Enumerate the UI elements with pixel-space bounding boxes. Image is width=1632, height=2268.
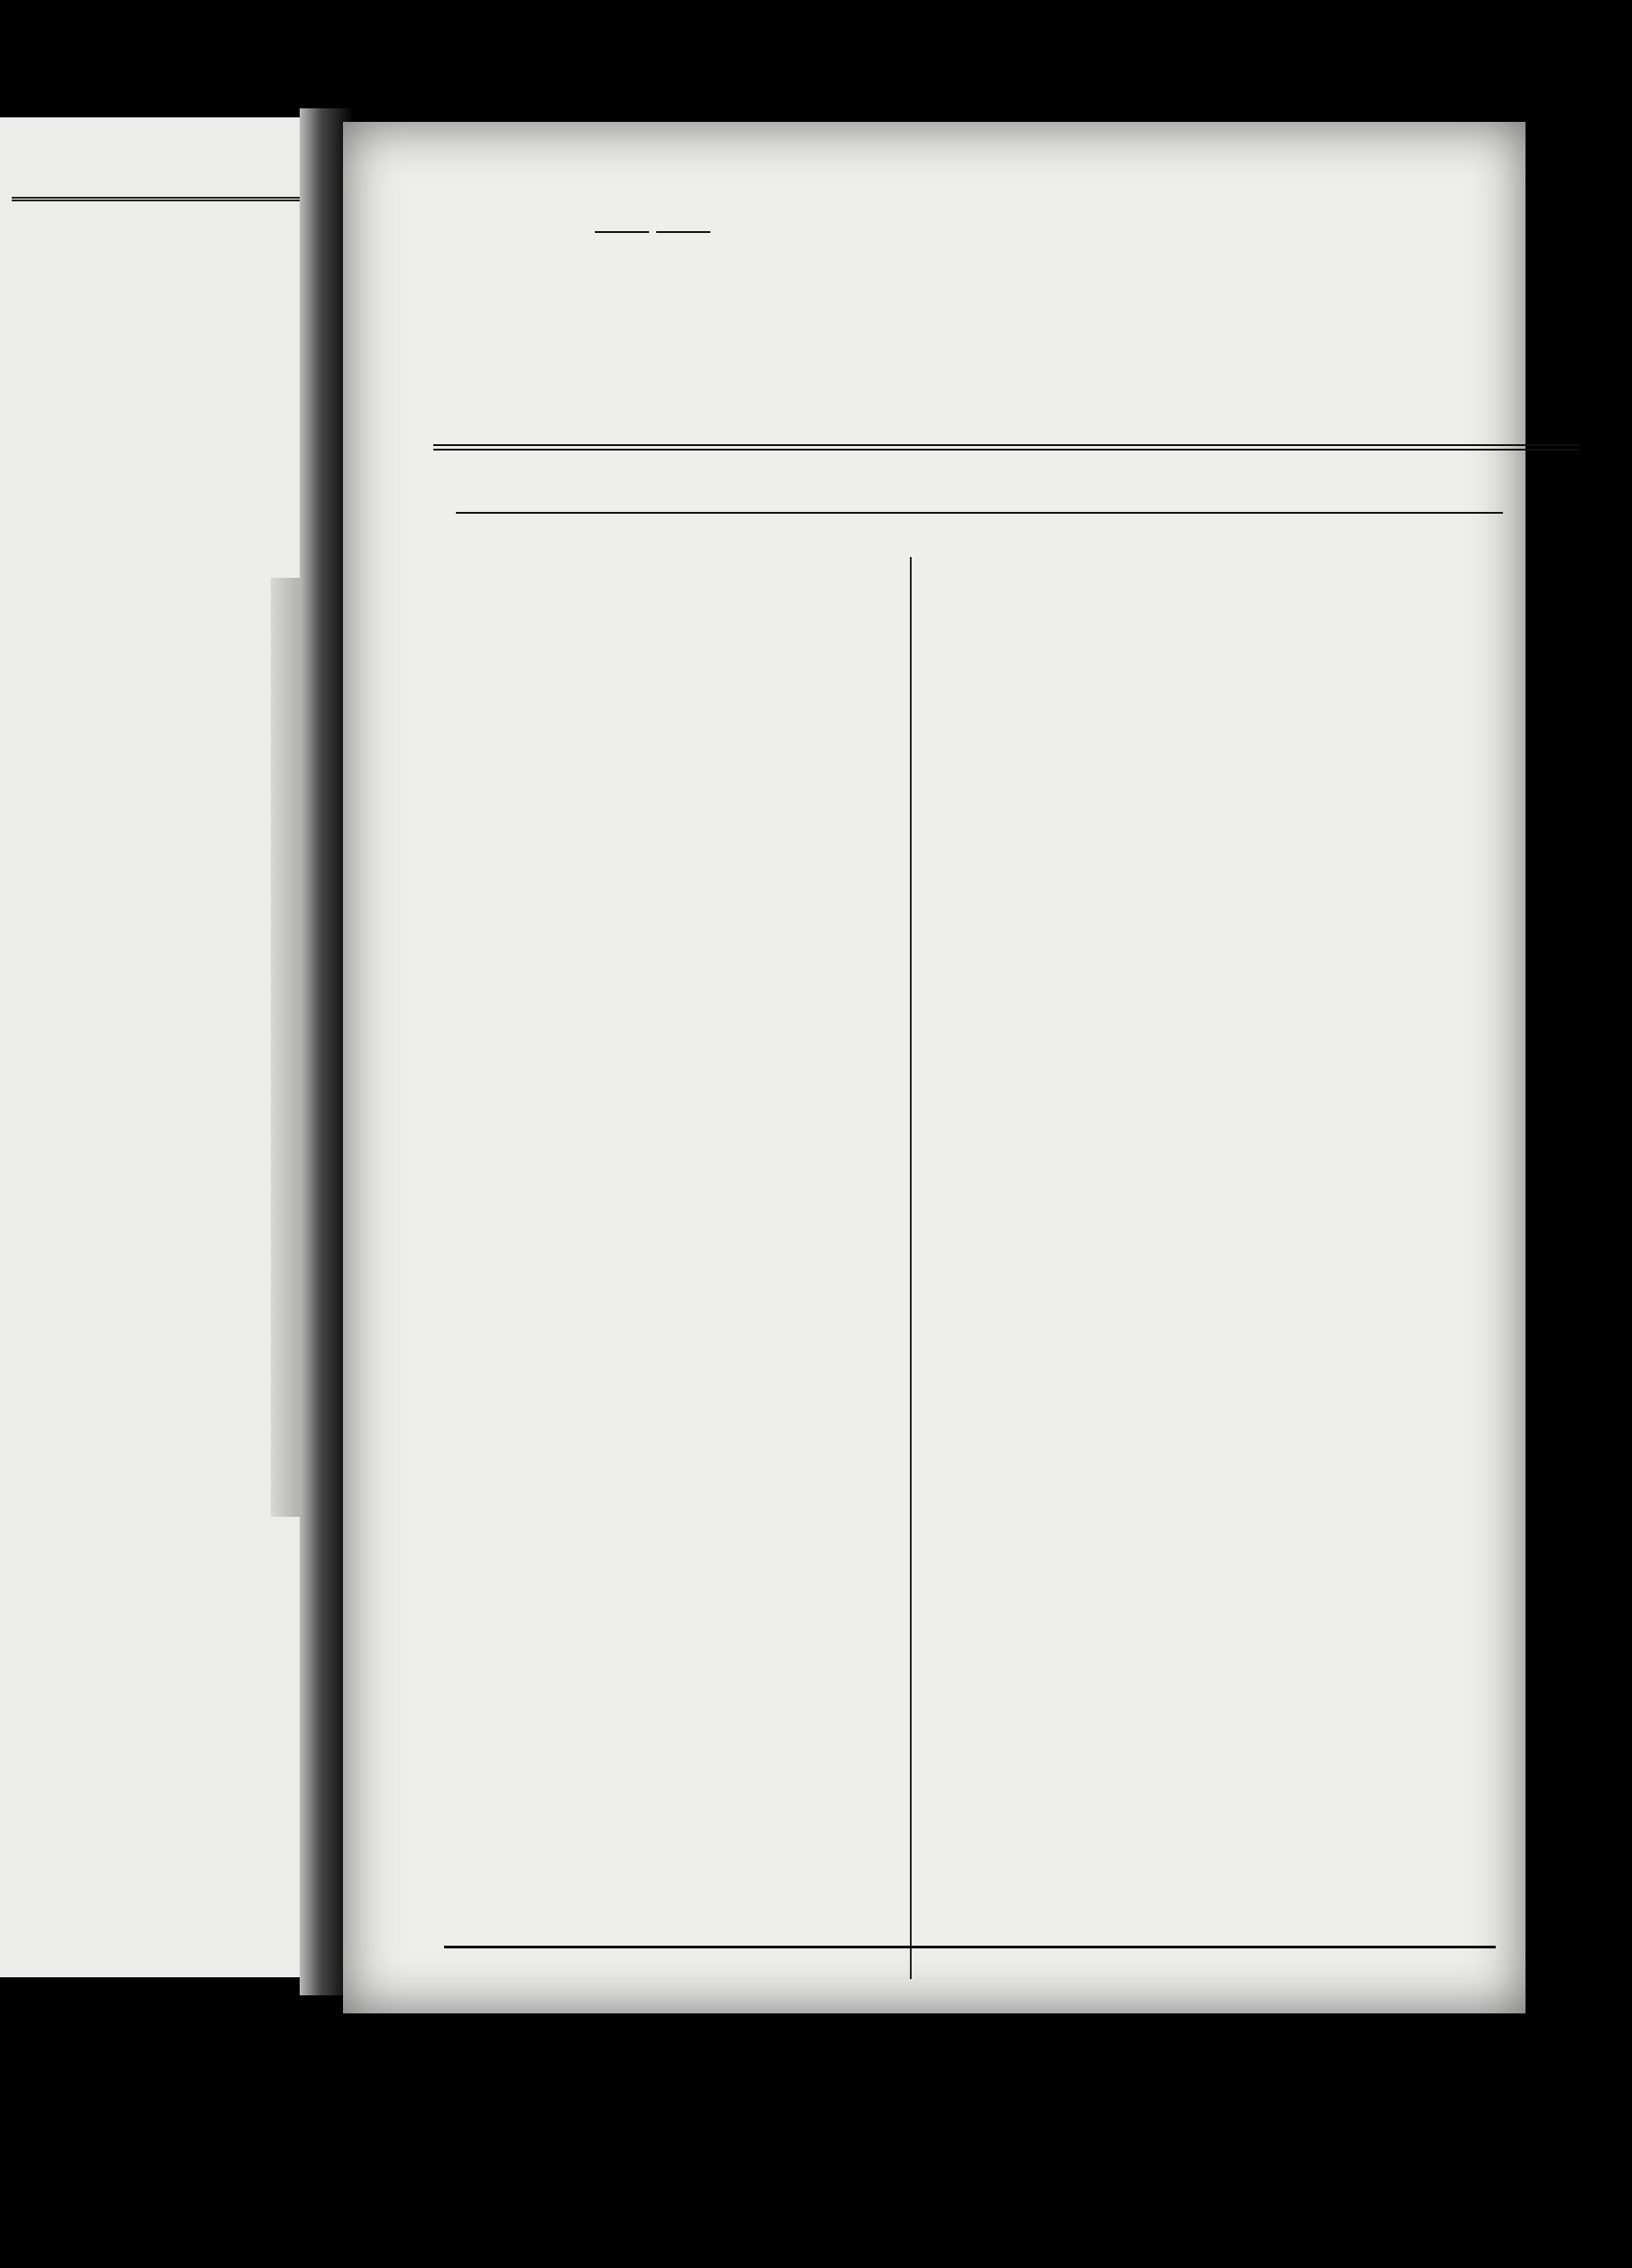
directory-page [343, 122, 1525, 2013]
ad-slogan [433, 218, 871, 239]
ad-brand-block [898, 212, 1503, 214]
nelson-advertisement [433, 1905, 1507, 2004]
savage-co-advertisement [433, 208, 1498, 397]
column-divider [910, 557, 912, 1979]
ad-try-label [433, 222, 871, 239]
directory-columns [433, 431, 1507, 1866]
adjacent-page-rule [12, 197, 311, 201]
adjacent-page-fragment [0, 117, 311, 1977]
